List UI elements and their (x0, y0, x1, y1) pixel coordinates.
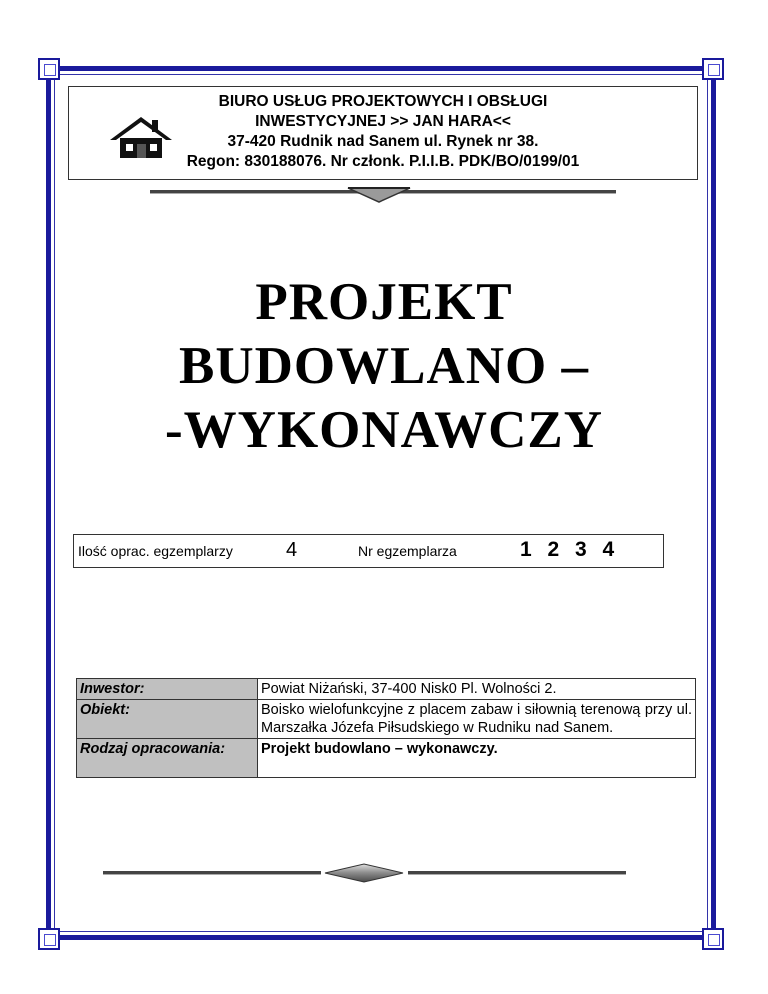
corner-ornament-bottom-right (702, 928, 724, 950)
investor-label: Inwestor: (77, 679, 258, 700)
document-type-value: Projekt budowlano – wykonawczy. (258, 739, 696, 778)
corner-ornament-top-left (38, 58, 60, 80)
project-info-table (76, 678, 696, 778)
copies-count-value: 4 (286, 539, 298, 561)
table-row (77, 739, 696, 778)
title-line-2: BUDOWLANO – (178, 337, 589, 395)
copies-count-label: Ilość oprac. egzemplarzy (78, 543, 233, 559)
table-row (77, 700, 696, 739)
corner-ornament-bottom-left (38, 928, 60, 950)
copies-info-box (73, 534, 664, 568)
object-value: Boisko wielofunkcyjne z placem zabaw i siłownią terenową przy ul. Marszałka Józefa Piłsudskiego w Rudniku nad Sanem. (258, 700, 696, 739)
house-logo-icon (108, 114, 174, 160)
divider-diamond-ornament (323, 862, 405, 884)
footer-divider-right (408, 871, 626, 874)
document-title (60, 270, 708, 462)
header-line-2: INWESTYCYJNEJ >> JAN HARA<< (255, 113, 511, 130)
header-line-4: Regon: 830188076. Nr członk. P.I.I.B. PDK/BO/0199/01 (186, 153, 580, 170)
copy-number-values: 1 2 3 4 (520, 538, 616, 561)
title-line-3: -WYKONAWCZY (165, 401, 603, 459)
table-row (77, 679, 696, 700)
investor-value: Powiat Niżański, 37-400 Nisk0 Pl. Wolności 2. (258, 679, 696, 700)
object-label: Obiekt: (77, 700, 258, 739)
document-type-label: Rodzaj opracowania: (77, 739, 258, 778)
footer-divider-left (103, 871, 321, 874)
divider-triangle-ornament (346, 186, 412, 204)
title-line-1: PROJEKT (255, 273, 513, 331)
copy-number-label: Nr egzemplarza (358, 543, 457, 559)
header-line-3: 37-420 Rudnik nad Sanem ul. Rynek nr 38. (227, 133, 539, 150)
header-line-1: BIURO USŁUG PROJEKTOWYCH I OBSŁUGI (218, 93, 548, 110)
corner-ornament-top-right (702, 58, 724, 80)
